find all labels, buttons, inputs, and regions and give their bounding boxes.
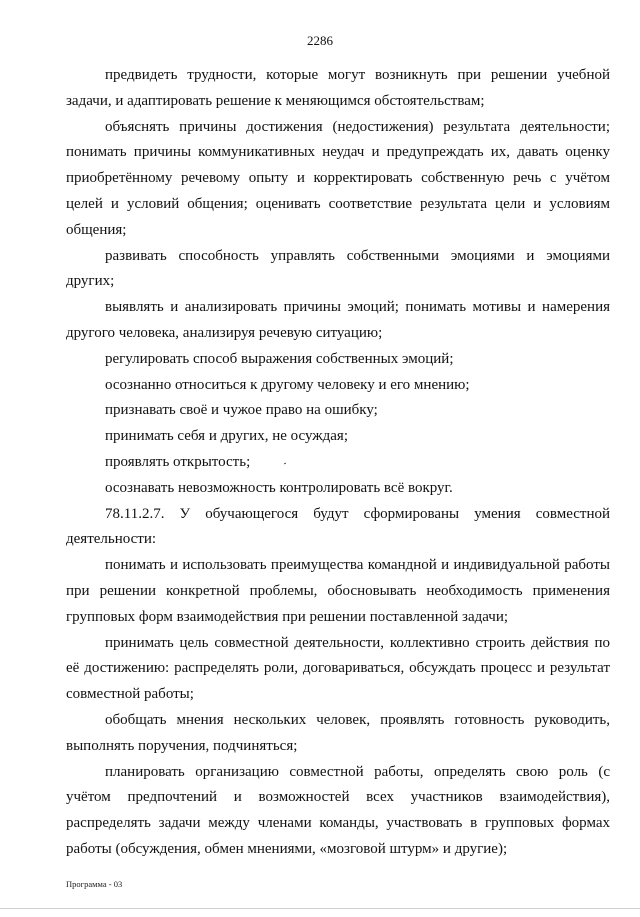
paragraph: проявлять открытость;: [105, 453, 251, 470]
paragraph: планировать организацию совместной работы, определять свою роль (с учётом предпочтений и возможностей всех участников взаимодействия), распределять задачи между членами команды, участвовать в групповых формах работы (обсуждения, обмен мнениями, «мозговой штурм» и другие);: [66, 763, 610, 857]
paragraph: обобщать мнения нескольких человек, проявлять готовность руководить, выполнять поручения, подчиняться;: [66, 711, 610, 754]
document-body: [66, 63, 610, 863]
paragraph: принимать себя и других, не осуждая;: [105, 428, 349, 445]
paragraph: принимать цель совместной деятельности, коллективно строить действия по её достижению: распределять роли, договариваться, обсуждать процесс и результат совместной работы;: [66, 634, 610, 703]
paragraph: объяснять причины достижения (недостижения) результата деятельности; понимать причины коммуникативных неудач и предупреждать их, давать оценку приобретённому речевому опыту и корректировать собственную речь с учётом целей и условий общения; оценивать соответствие результата цели и условиям общения;: [66, 118, 610, 238]
paragraph: понимать и использовать преимущества командной и индивидуальной работы при решении конкретной проблемы, обосновывать необходимость применения групповых форм взаимодействия при решении поставленной задачи;: [66, 557, 610, 625]
paragraph: признавать своё и чужое право на ошибку;: [105, 402, 378, 419]
page-footer: Программа - 03: [66, 879, 123, 889]
page-edge-divider: [0, 908, 640, 909]
paragraph: развивать способность управлять собственными эмоциями и эмоциями других;: [66, 247, 610, 290]
page-number: 2286: [307, 33, 333, 48]
paragraph: осознавать невозможность контролировать всё вокруг.: [105, 479, 453, 496]
paragraph: регулировать способ выражения собственных эмоций;: [105, 350, 454, 367]
paragraph: осознанно относиться к другому человеку и его мнению;: [105, 376, 470, 393]
section-heading-paragraph: 78.11.2.7. У обучающегося будут сформированы умения совместной деятельности:: [66, 505, 610, 548]
paragraph: выявлять и анализировать причины эмоций; понимать мотивы и намерения другого человека, анализируя речевую ситуацию;: [66, 299, 610, 341]
paragraph: предвидеть трудности, которые могут возникнуть при решении учебной задачи, и адаптировать решение к меняющимся обстоятельствам;: [66, 67, 610, 109]
